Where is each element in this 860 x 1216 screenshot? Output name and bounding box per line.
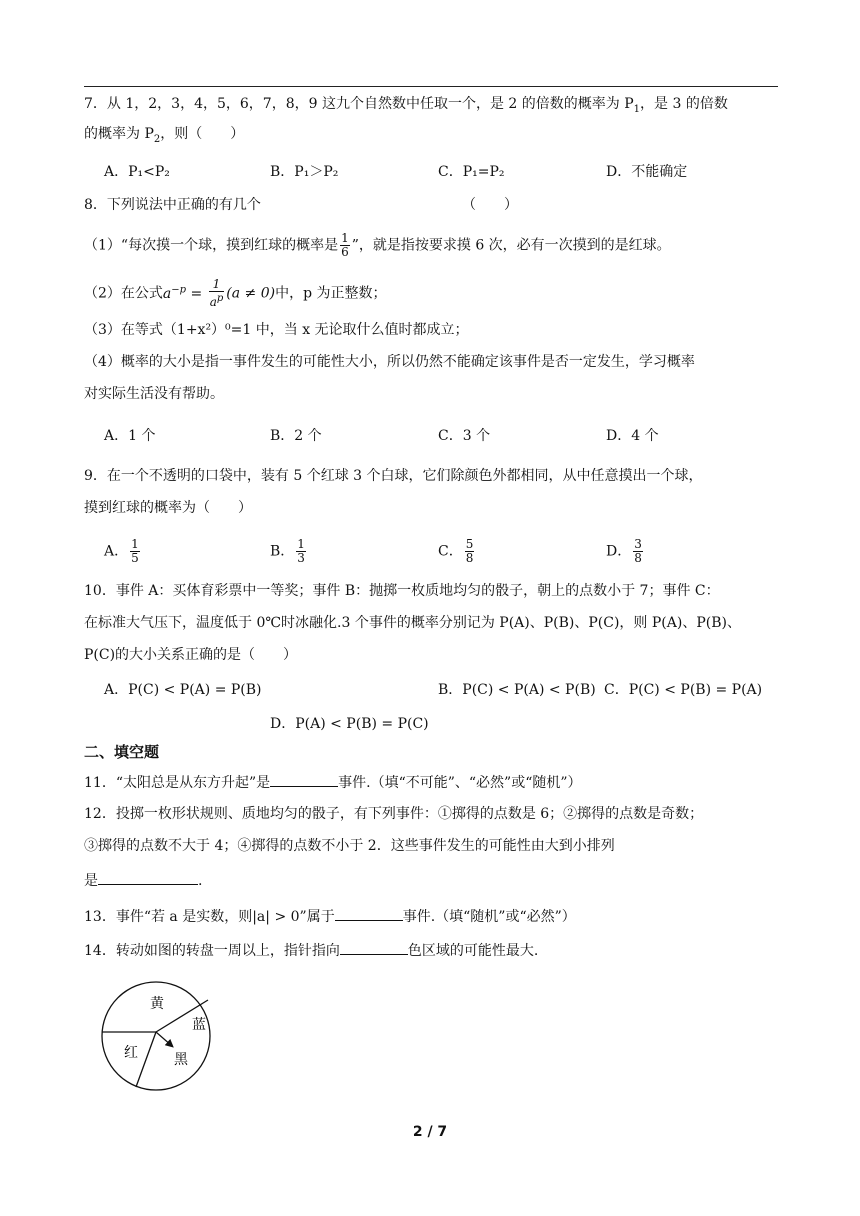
q9-option-b: B． $\frac{1}{3}$ xyxy=(270,537,305,565)
header-rule xyxy=(84,86,778,87)
q8-statement-4-line1: （4）概率的大小是指一事件发生的可能性大小，所以仍然不能确定该事件是否一定发生，学习概率 xyxy=(84,354,695,370)
q8-answer-paren: （ ） xyxy=(462,197,518,213)
q14: 14．转动如图的转盘一周以上，指针指向 色区域的可能性最大. xyxy=(84,940,538,961)
q9-option-a: A． $\frac{1}{5}$ xyxy=(104,537,139,565)
q8-statement-3: （3）在等式（1+x²）⁰=1 中，当 x 无论取什么值时都成立； xyxy=(84,322,469,338)
q7-option-b: B．P₁＞P₂ xyxy=(270,164,339,180)
q8-option-d: D．4 个 xyxy=(606,428,659,444)
spinner-pointer-arrow xyxy=(156,1032,172,1046)
spinner-label-blue: 蓝 xyxy=(192,1017,206,1033)
q10-line2: 在标准大气压下，温度低于 0℃时冰融化.3 个事件的概率分别记为 P(A)、P(B)、P(C)，则 P(A)、P(B)、 xyxy=(84,615,741,631)
q10-line3: P(C)的大小关系正确的是（ ） xyxy=(84,647,298,663)
formula-negative-exponent: $a^{-p}$ = xyxy=(162,283,207,302)
q7-option-c: C．P₁=P₂ xyxy=(438,164,505,180)
q10-option-d: D．P(A) < P(B) = P(C) xyxy=(270,716,429,732)
q11-answer-blank[interactable] xyxy=(270,772,338,787)
q8-option-b: B．2 个 xyxy=(270,428,322,444)
q8-statement-4-line2: 对实际生活没有帮助。 xyxy=(84,386,224,402)
q12-line1: 12．投掷一枚形状规则、质地均匀的骰子，有下列事件：①掷得的点数是 6；②掷得的点数是奇数； xyxy=(84,806,704,822)
q12-answer-blank[interactable] xyxy=(98,870,198,885)
q9-line2: 摸到红球的概率为（ ） xyxy=(84,500,252,516)
q13: 13．事件“若 a 是实数，则|a| > 0”属于 事件.（填“随机”或“必然”） xyxy=(84,906,576,927)
spinner-label-red: 红 xyxy=(124,1045,138,1061)
q12-line2: ③掷得的点数不大于 4；④掷得的点数不小于 2．这些事件发生的可能性由大到小排列 xyxy=(84,838,615,854)
q7-option-a: A．P₁<P₂ xyxy=(104,164,170,180)
q10-option-a: A．P(C) < P(A) = P(B) xyxy=(104,682,262,698)
q7-line2: 的概率为 $P_2$，则（ ） xyxy=(84,126,245,145)
q10-option-b: B．P(C) < P(A) < P(B) xyxy=(438,682,596,698)
q11: 11．“太阳总是从东方升起”是 事件.（填“不可能”、“必然”或“随机”） xyxy=(84,772,582,793)
q8-statement-1: （1）“每次摸一个球，摸到红球的概率是 $\frac{1}{6}$ ”，就是指按要求摸 6 次，必有一次摸到的是红球。 xyxy=(84,231,671,259)
q10-option-c: C．P(C) < P(B) = P(A) xyxy=(604,682,763,698)
page-number: 2 / 7 xyxy=(412,1124,448,1140)
q14-answer-blank[interactable] xyxy=(340,940,408,955)
spinner-divider-lower xyxy=(136,1032,156,1087)
q7-option-d: D．不能确定 xyxy=(606,164,688,180)
spinner-label-black: 黑 xyxy=(174,1052,188,1068)
q9-line1: 9．在一个不透明的口袋中，装有 5 个红球 3 个白球，它们除颜色外都相同，从中任意摸出一个球， xyxy=(84,468,703,484)
section-title-fill-in: 二、填空题 xyxy=(84,743,160,761)
spinner-diagram xyxy=(96,976,222,1094)
q8-stem: 8．下列说法中正确的有几个 xyxy=(84,197,261,213)
q8-option-a: A．1 个 xyxy=(104,428,156,444)
q10-line1: 10．事件 A：买体育彩票中一等奖；事件 B：抛掷一枚质地均匀的骰子，朝上的点数小于 7；事件 C： xyxy=(84,583,720,599)
q13-answer-blank[interactable] xyxy=(335,906,403,921)
q7-line1: 7．从 1，2，3，4，5，6，7，8，9 这九个自然数中任取一个，是 2 的倍数的概率为 $P_1$，是 3 的倍数 xyxy=(84,96,728,115)
q8-option-c: C．3 个 xyxy=(438,428,491,444)
q12-line3: 是 . xyxy=(84,870,202,891)
q8-statement-2: （2）在公式$a^{-p}$ = $\frac{1}{a^p}$ (a ≠ 0)中，p 为正整数； xyxy=(84,277,387,309)
spinner-label-yellow: 黄 xyxy=(150,996,164,1012)
fraction-one-sixth: $\frac{1}{6}$ xyxy=(341,231,349,259)
q9-option-d: D． $\frac{3}{8}$ xyxy=(606,537,642,565)
q9-option-c: C． $\frac{5}{8}$ xyxy=(438,537,474,565)
